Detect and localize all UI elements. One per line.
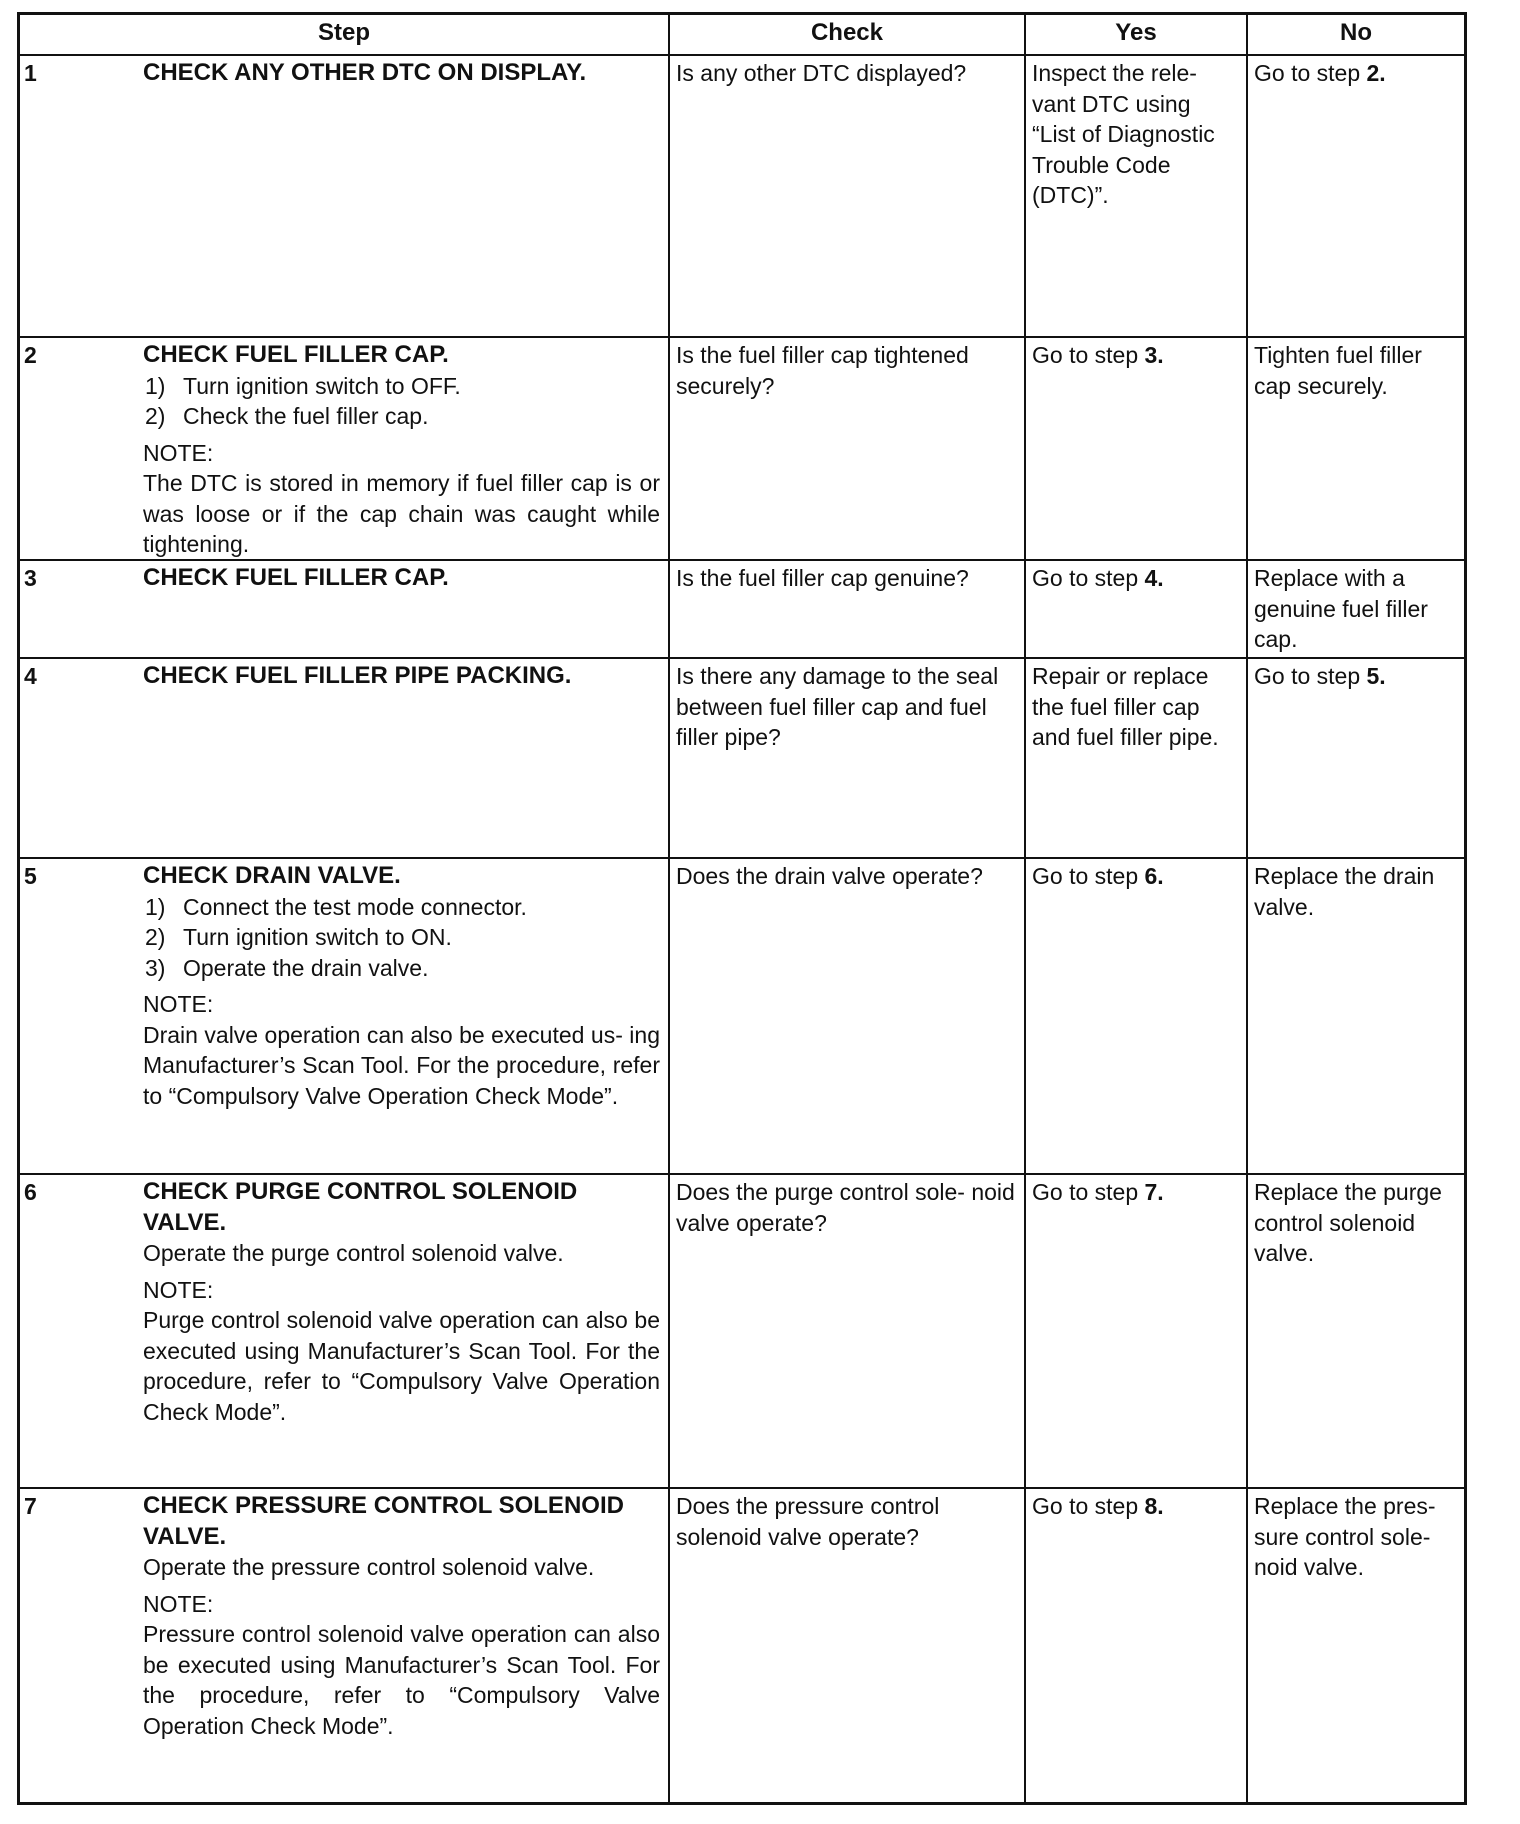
step-cell xyxy=(20,561,670,659)
step-cell xyxy=(20,859,670,1175)
note-text: Purge control solenoid valve operation can also be executed using Manufacturer’s Scan Tool. For the procedure, refer to “Compulsory Valve Operation Check Mode”. xyxy=(143,1307,660,1425)
no-text: Replace the purge control solenoid valve. xyxy=(1254,1179,1442,1266)
step-title: CHECK PURGE CONTROL SOLENOID VALVE. xyxy=(143,1178,578,1236)
note-label: NOTE: xyxy=(143,991,214,1017)
yes-step-ref: 8. xyxy=(1144,1493,1164,1519)
sub-item-text: Connect the test mode connector. xyxy=(183,893,527,920)
yes-cell xyxy=(1026,1489,1248,1802)
no-cell xyxy=(1248,859,1464,1175)
no-cell xyxy=(1248,1175,1464,1489)
no-cell xyxy=(1248,56,1464,338)
yes-text: Go to step xyxy=(1032,1179,1145,1205)
note-text: Pressure control solenoid valve operation can also be executed using Manufacturer’s Scan Tool. For the procedure, refer to “Compulsory Valve Operation Check Mode”. xyxy=(143,1621,660,1739)
no-cell xyxy=(1248,1489,1464,1802)
step-cell xyxy=(20,338,670,561)
no-cell xyxy=(1248,338,1464,561)
step-body xyxy=(143,563,660,594)
diagnostic-table xyxy=(17,12,1467,1805)
check-cell: Is any other DTC displayed? xyxy=(670,56,1026,338)
check-cell: Is the fuel filler cap genuine? xyxy=(670,561,1026,659)
yes-text: Inspect the rele- vant DTC using “List of Diagnostic Trouble Code (DTC)”. xyxy=(1032,60,1215,208)
step-body xyxy=(143,861,660,1111)
step-body xyxy=(143,58,660,89)
no-text: Go to step xyxy=(1254,663,1367,689)
no-text: Replace the drain valve. xyxy=(1254,863,1435,920)
sub-item-number: 2) xyxy=(145,403,166,429)
step-sub-item xyxy=(143,953,660,984)
no-text: Replace the pres- sure control sole- noid valve. xyxy=(1254,1493,1436,1580)
note-label: NOTE: xyxy=(143,1276,214,1303)
note-text: The DTC is stored in memory if fuel filler cap is or was loose or if the cap chain was caught while tightening. xyxy=(143,470,660,557)
step-title: CHECK PRESSURE CONTROL SOLENOID VALVE. xyxy=(143,1492,624,1550)
no-text: Replace with a genuine fuel filler cap. xyxy=(1254,565,1428,652)
step-number: 5 xyxy=(24,863,37,889)
step-number: 6 xyxy=(24,1179,37,1205)
step-title: CHECK DRAIN VALVE. xyxy=(143,862,401,889)
yes-text: Repair or replace the fuel filler cap and fuel filler pipe. xyxy=(1032,663,1219,750)
sub-item-number: 2) xyxy=(145,924,166,950)
sub-item-text: Operate the drain valve. xyxy=(183,954,429,981)
sub-item-text: Check the fuel filler cap. xyxy=(183,403,429,429)
step-body xyxy=(143,1177,660,1427)
no-text: Tighten fuel filler cap securely. xyxy=(1254,342,1422,399)
step-sub-item xyxy=(143,922,660,953)
step-sub-item xyxy=(143,371,660,402)
yes-cell xyxy=(1026,561,1248,659)
step-cell xyxy=(20,1489,670,1802)
step-cell xyxy=(20,1175,670,1489)
check-cell: Is the fuel filler cap tightened securely? xyxy=(670,338,1026,561)
step-number: 3 xyxy=(24,565,37,591)
note-text: Drain valve operation can also be executed us- ing Manufacturer’s Scan Tool. For the procedure, refer to “Compulsory Valve Operation Check Mode”. xyxy=(143,1021,660,1109)
no-step-ref: 5. xyxy=(1366,663,1386,689)
step-number: 7 xyxy=(24,1493,37,1519)
header-yes: Yes xyxy=(1026,15,1248,56)
step-sub-item xyxy=(143,892,660,923)
step-instruction: Operate the pressure control solenoid valve. xyxy=(143,1554,595,1580)
sub-item-text: Turn ignition switch to ON. xyxy=(183,924,452,950)
sub-item-number: 1) xyxy=(145,372,166,399)
header-check: Check xyxy=(670,15,1026,56)
step-sub-item xyxy=(143,401,660,432)
yes-step-ref: 3. xyxy=(1144,342,1164,368)
step-number: 2 xyxy=(24,342,37,368)
step-title: CHECK ANY OTHER DTC ON DISPLAY. xyxy=(143,59,587,86)
header-step: Step xyxy=(20,15,670,56)
check-cell: Does the purge control sole- noid valve operate? xyxy=(670,1175,1026,1489)
step-title: CHECK FUEL FILLER CAP. xyxy=(143,341,449,368)
note-label: NOTE: xyxy=(143,1590,214,1617)
yes-text: Go to step xyxy=(1032,1493,1145,1519)
no-text: Go to step xyxy=(1254,60,1367,86)
yes-cell xyxy=(1026,338,1248,561)
yes-text: Go to step xyxy=(1032,565,1145,591)
yes-cell xyxy=(1026,56,1248,338)
step-cell xyxy=(20,56,670,338)
step-body xyxy=(143,1491,660,1741)
yes-step-ref: 7. xyxy=(1144,1179,1164,1205)
no-cell xyxy=(1248,659,1464,859)
note-label: NOTE: xyxy=(143,439,214,466)
yes-text: Go to step xyxy=(1032,342,1145,368)
sub-item-number: 3) xyxy=(145,954,166,981)
yes-step-ref: 6. xyxy=(1144,863,1164,889)
sub-item-number: 1) xyxy=(145,893,166,920)
check-cell: Is there any damage to the seal between fuel filler cap and fuel filler pipe? xyxy=(670,659,1026,859)
step-body xyxy=(143,661,660,692)
step-title: CHECK FUEL FILLER PIPE PACKING. xyxy=(143,662,572,689)
step-title: CHECK FUEL FILLER CAP. xyxy=(143,564,449,591)
yes-cell xyxy=(1026,859,1248,1175)
yes-cell xyxy=(1026,1175,1248,1489)
step-number: 1 xyxy=(24,60,37,86)
step-cell xyxy=(20,659,670,859)
step-body xyxy=(143,340,660,560)
sub-item-text: Turn ignition switch to OFF. xyxy=(183,372,461,399)
yes-text: Go to step xyxy=(1032,863,1145,889)
check-cell: Does the drain valve operate? xyxy=(670,859,1026,1175)
no-cell xyxy=(1248,561,1464,659)
step-number: 4 xyxy=(24,663,37,689)
yes-cell xyxy=(1026,659,1248,859)
no-step-ref: 2. xyxy=(1366,60,1386,86)
yes-step-ref: 4. xyxy=(1144,565,1164,591)
step-instruction: Operate the purge control solenoid valve. xyxy=(143,1240,564,1266)
header-no: No xyxy=(1248,15,1464,56)
check-cell: Does the pressure control solenoid valve operate? xyxy=(670,1489,1026,1802)
